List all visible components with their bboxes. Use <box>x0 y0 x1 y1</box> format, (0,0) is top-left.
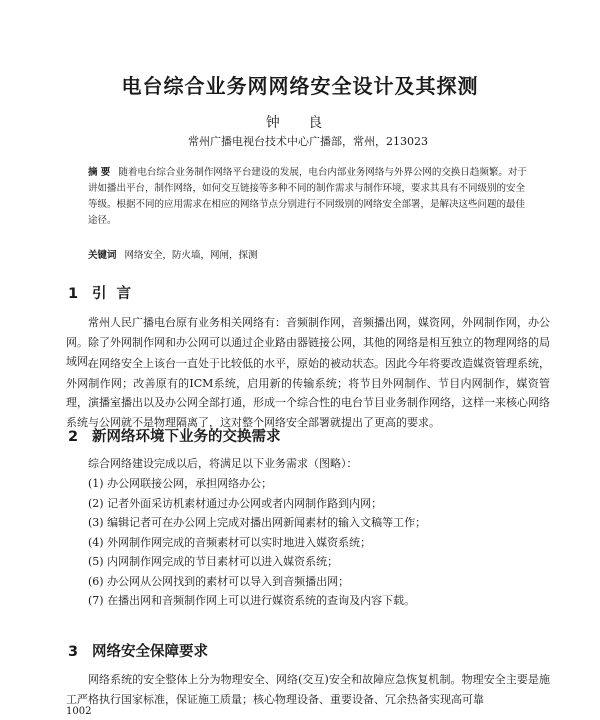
paper-title: 电台综合业务网网络安全设计及其探测 <box>121 74 479 98</box>
list-item: (6) 办公网从公网找到的素材可以导入到音频播出网； <box>88 574 350 588</box>
keywords-label: 关键词 <box>88 250 117 261</box>
list-item: (7) 在播出网和音频制作网上可以进行媒资系统的查询及内容下载。 <box>88 594 416 607</box>
section-3-heading <box>68 640 208 661</box>
section-3-title: 网络安全保障要求 <box>92 644 208 660</box>
requirements-list <box>88 474 558 611</box>
section-2-number: 2 <box>68 429 79 445</box>
author-name: 钟 良 <box>265 115 335 131</box>
list-item: (4) 外网制作网完成的音频素材可以实时地进入媒资系统； <box>88 535 372 549</box>
author-affiliation: 常州广播电视台技术中心广播部，常州，213023 <box>188 135 428 148</box>
section-1-paragraph-2: 在网络安全上该台一直处于比较低的水平，原始的被动状态。因此今年将要改造媒资管理系统，外网制作网；改善原有的ICM系统，启用新的传输系统；将节目外网制作、节目内网制作，媒资管理，演播室播出以及办公网全部打通，形成一个综合性的电台节目业务制作网络，这样一来核心网络系统与公网就不是物理隔离了，这对整个网络安全部署就提出了更高的要求。 <box>66 357 550 429</box>
section-1-paragraph-1: 常州人民广播电台原有业务相关网络有：音频制作网，音频播出网，媒资网，外网制作网，办公网。除了外网制作网和办公网可以通过企业路由器链接公网，其他的网络是相互独立的物理网络的局域网。 <box>66 316 550 368</box>
keywords-text: 网络安全，防火墙，网闸，探测 <box>124 250 258 261</box>
section-1-heading <box>68 282 141 303</box>
list-item: (5) 内网制作网完成的节目素材可以进入媒资系统； <box>88 555 339 568</box>
abstract-text: 随着电台综合业务制作网络平台建设的发展，电台内部业务网络与外界公网的交换日趋频繁。对于讲如播出平台，制作网络，如何交互链接等多种不同的制作需求与制作环境，要求其具有不同级别的安全等级。根据不同的应用需求在相应的网络节点分别进行不同级别的网络安全部署，是解决这些问题的最佳途径。 <box>88 167 527 226</box>
section-1-title: 引言 <box>92 286 141 302</box>
list-item: (2) 记者外面采访机素材通过办公网或者内网制作路到内网； <box>88 496 383 510</box>
list-item: (3) 编辑记者可在办公网上完成对播出网新闻素材的输入文稿等工作； <box>88 516 427 529</box>
section-2-intro: 综合网络建设完成以后，将满足以下业务需求（图略）： <box>88 457 358 470</box>
keywords <box>88 247 528 261</box>
section-2-heading <box>68 425 281 446</box>
section-3-number: 3 <box>68 644 79 660</box>
page-number: 1002 <box>66 706 92 717</box>
section-3-paragraph-1: 网络系统的安全整体上分为物理安全、网络(交互)安全和故障应急恢复机制。物理安全主要是施工严格执行国家标准，保证施工质量；核心物理设备、重要设备、冗余热备实现高可靠 <box>66 673 550 706</box>
section-2-title: 新网络环境下业务的交换需求 <box>92 429 281 445</box>
list-item: (1) 办公网联接公网，承担网络办公； <box>88 477 273 490</box>
abstract-label: 摘 要 <box>88 167 111 178</box>
section-1-number: 1 <box>68 286 79 302</box>
abstract <box>88 165 528 229</box>
